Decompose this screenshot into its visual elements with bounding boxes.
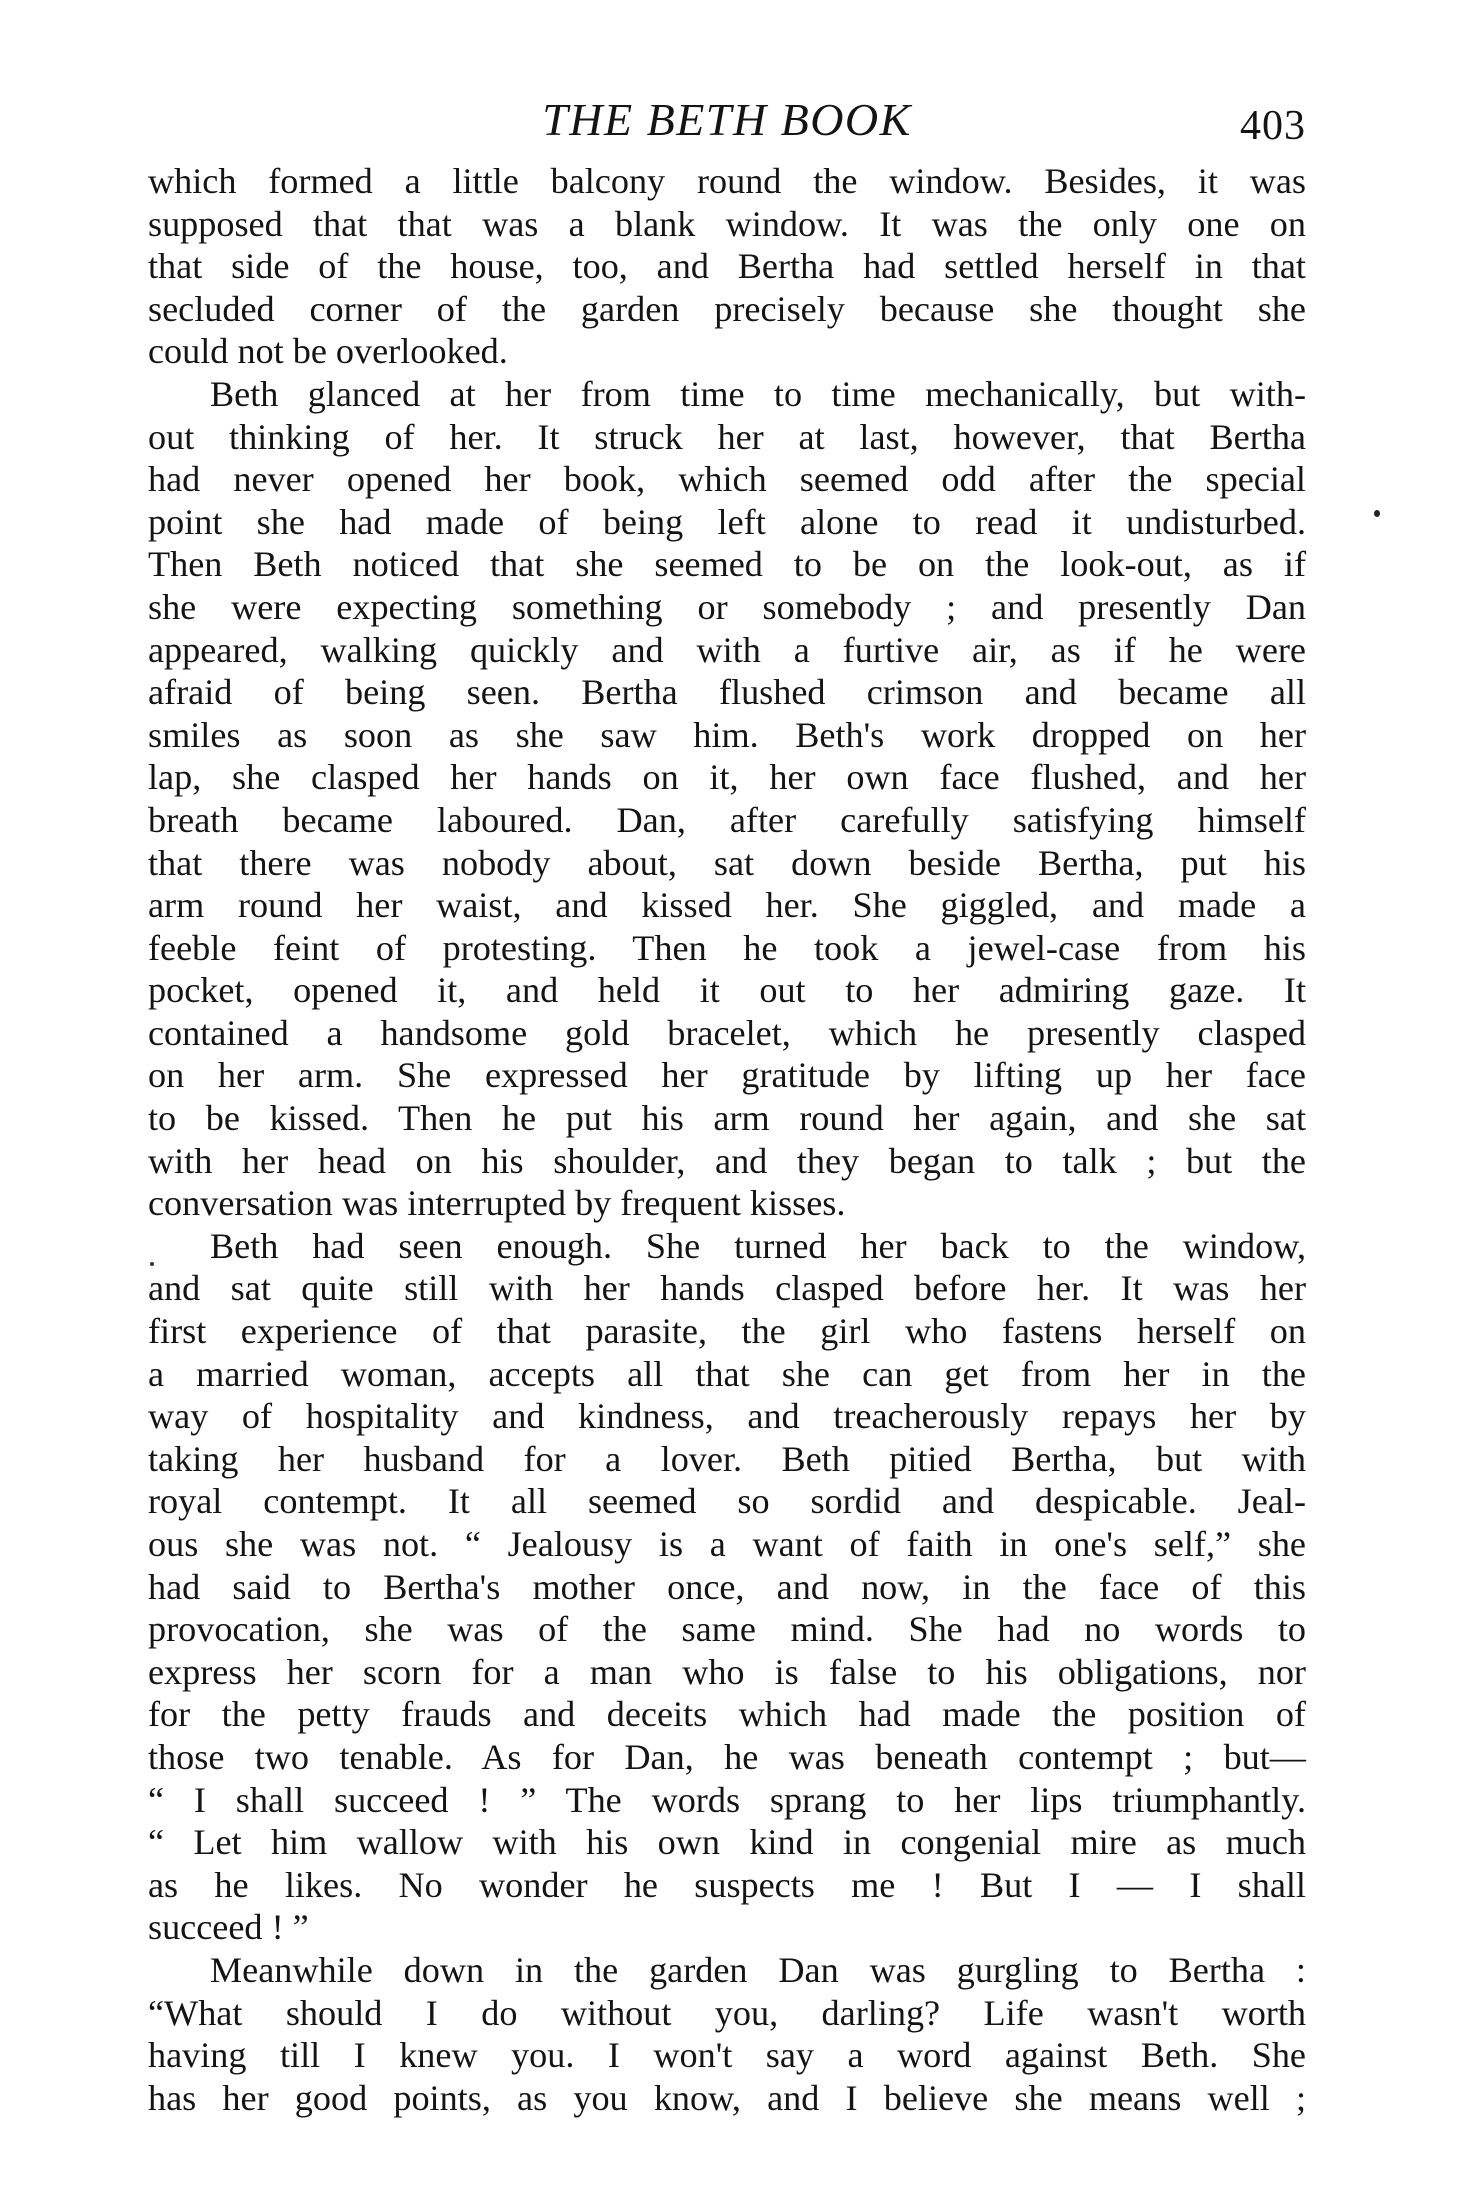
text-line: with her head on his shoulder, and they began to talk ; but the [148,1140,1306,1181]
text-line: appeared, walking quickly and with a furtive air, as if he were [148,629,1306,670]
text-line: way of hospitality and kindness, and treacherously repays her by [148,1396,1306,1437]
paragraph-start-line: Meanwhile down in the garden Dan was gurgling to Bertha : [210,1949,1306,1990]
text-line: for the petty frauds and deceits which had made the position of [148,1694,1306,1735]
text-line: “ Let him wallow with his own kind in congenial mire as much [148,1822,1306,1863]
page-number: 403 [1240,103,1306,149]
text-line: afraid of being seen. Bertha flushed crimson and became all [148,672,1306,713]
text-line: out thinking of her. It struck her at last, however, that Bertha [148,416,1306,457]
text-line: point she had made of being left alone to read it undisturbed. [148,501,1306,542]
text-line: has her good points, as you know, and I believe she means well ; [148,2077,1306,2118]
margin-dot-mark [150,1262,154,1266]
text-line: supposed that that was a blank window. It was the only one on [148,203,1306,244]
text-line: a married woman, accepts all that she can get from her in the [148,1353,1306,1394]
text-line: royal contempt. It all seemed so sordid and despicable. Jeal- [148,1481,1306,1522]
text-line: succeed ! ” [148,1907,309,1948]
text-line: to be kissed. Then he put his arm round her again, and she sat [148,1098,1306,1139]
text-line: and sat quite still with her hands clasped before her. It was her [148,1268,1306,1309]
text-line: provocation, she was of the same mind. She had no words to [148,1609,1306,1650]
text-line: pocket, opened it, and held it out to her admiring gaze. It [148,970,1306,1011]
text-line: had said to Bertha's mother once, and now, in the face of this [148,1566,1306,1607]
paragraph-start-line: Beth glanced at her from time to time mechanically, but with- [210,373,1306,414]
text-line: first experience of that parasite, the girl who fastens herself on [148,1311,1306,1352]
text-line: that there was nobody about, sat down beside Bertha, put his [148,842,1306,883]
text-line: feeble feint of protesting. Then he took a jewel-case from his [148,927,1306,968]
text-line: as he likes. No wonder he suspects me ! But I — I shall [148,1864,1306,1905]
text-line: ous she was not. “ Jealousy is a want of faith in one's self,” she [148,1524,1306,1564]
text-line: Then Beth noticed that she seemed to be on the look-out, as if [148,544,1306,585]
text-line: having till I knew you. I won't say a word against Beth. She [148,2035,1306,2076]
text-line: “ I shall succeed ! ” The words sprang to her lips triumphantly. [148,1779,1306,1820]
text-line: she were expecting something or somebody ; and presently Dan [148,586,1306,627]
text-line: on her arm. She expressed her gratitude by lifting up her face [148,1055,1306,1096]
text-line: conversation was interrupted by frequent kisses. [148,1183,846,1224]
text-line: secluded corner of the garden precisely because she thought she [148,288,1306,329]
text-line: lap, she clasped her hands on it, her own face flushed, and her [148,757,1306,798]
text-line: could not be overlooked. [148,331,508,372]
text-line: those two tenable. As for Dan, he was beneath contempt ; but— [148,1736,1306,1777]
running-head [148,92,1306,152]
text-line: arm round her waist, and kissed her. She giggled, and made a [148,885,1306,926]
text-line: “What should I do without you, darling? Life wasn't worth [148,1992,1306,2033]
text-line: contained a handsome gold bracelet, which he presently clasped [148,1012,1306,1053]
text-line: smiles as soon as she saw him. Beth's work dropped on her [148,714,1306,755]
text-line: taking her husband for a lover. Beth pitied Bertha, but with [148,1438,1306,1479]
margin-speck-mark [1374,510,1380,517]
text-line: had never opened her book, which seemed odd after the special [148,459,1306,500]
text-line: which formed a little balcony round the window. Besides, it was [148,161,1306,201]
body-text [148,160,1306,2119]
text-line: that side of the house, too, and Bertha had settled herself in that [148,246,1306,287]
text-line: breath became laboured. Dan, after carefully satisfying himself [148,799,1306,840]
text-line: express her scorn for a man who is false to his obligations, nor [148,1651,1306,1692]
running-title: THE BETH BOOK [542,94,912,145]
paragraph-start-line: Beth had seen enough. She turned her back to the window, [210,1225,1306,1266]
